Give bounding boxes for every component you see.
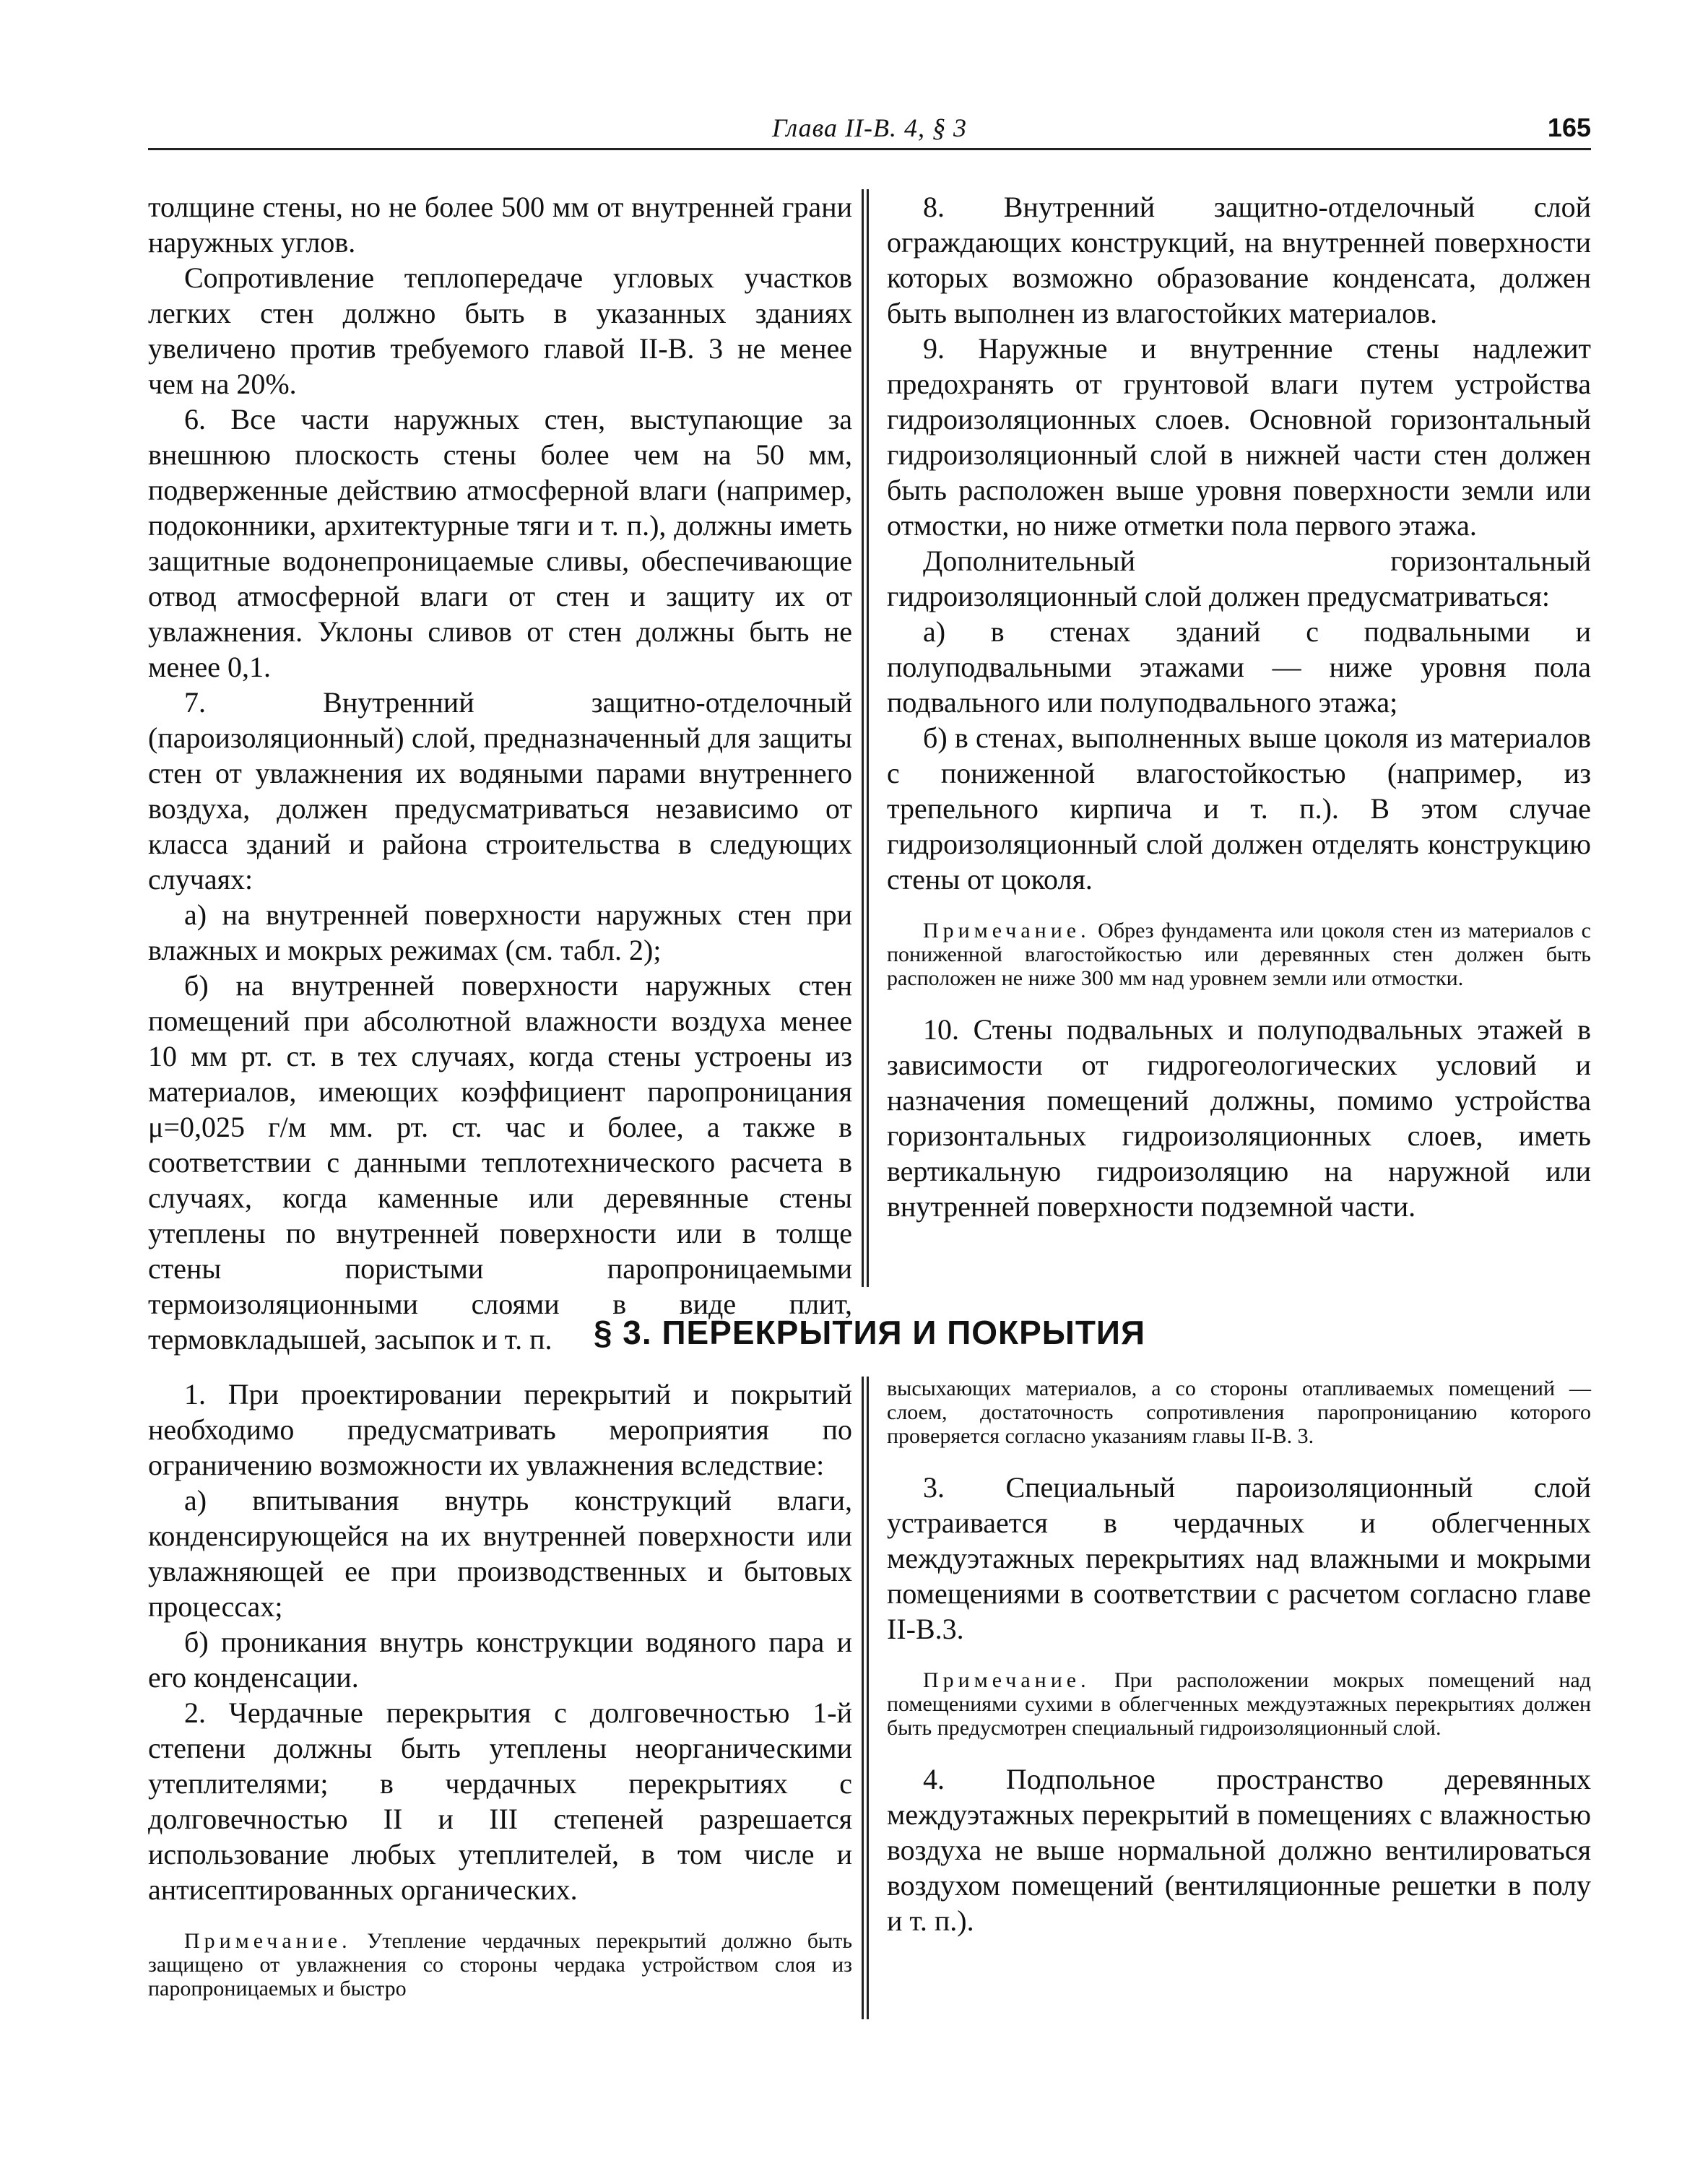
lower-left-note bbox=[148, 1929, 852, 2001]
note-label: Примечание. bbox=[923, 1668, 1091, 1692]
upper-right-paragraphs-after bbox=[887, 1012, 1591, 1224]
paragraph: 10. Стены подвальных и полуподвальных этажей в зависимости от гидрогеологических условий и назначения помещений должны, помимо устройства горизонтальных гидроизоляционных слоев, иметь вертикальную гидроизоляцию на наружной или внутренней поверхности подземной части. bbox=[887, 1013, 1591, 1223]
paragraph: а) на внутренней поверхности наружных стен при влажных и мокрых режимах (см. табл. 2); bbox=[148, 898, 852, 966]
page-number: 165 bbox=[1547, 113, 1591, 142]
column-divider bbox=[867, 189, 869, 1287]
note-label: Примечание. bbox=[184, 1929, 352, 1953]
lower-right-note bbox=[887, 1668, 1591, 1740]
chapter-reference: Глава II-В. 4, § 3 bbox=[771, 113, 968, 142]
paragraph: 3. Специальный пароизоляционный слой устраивается в чердачных и облегченных междуэтажных перекрытиях над влажными и мокрыми помещениями в соответствии с расчетом согласно главе II-В.3. bbox=[887, 1471, 1591, 1645]
paragraph: б) в стенах, выполненных выше цоколя из материалов с пониженной влагостойкостью (например, из трепельного кирпича и т. п.). В этом случае гидроизоляционный слой должен отделять конструкцию стены от цоколя. bbox=[887, 721, 1591, 896]
paragraph: а) в стенах зданий с подвальными и полуподвальными этажами — ниже уровня пола подвального или полуподвального этажа; bbox=[887, 615, 1591, 719]
paragraph: 2. Чердачные перекрытия с долговечностью 1-й степени должны быть утеплены неорганическими утеплителями; в чердачных перекрытиях с долговечностью II и III степеней разрешается использование любых утеплителей, в том числе и антисептированных органических. bbox=[148, 1696, 852, 1906]
paragraph: 1. При проектировании перекрытий и покрытий необходимо предусматривать мероприятия по ограничению возможности их увлажнения вследствие: bbox=[148, 1378, 852, 1481]
upper-right-paragraphs bbox=[887, 189, 1591, 897]
column-divider bbox=[862, 1377, 864, 2019]
header-rule bbox=[148, 148, 1591, 150]
upper-left-column bbox=[148, 189, 852, 1357]
column-divider bbox=[867, 1377, 869, 2019]
lower-right-column bbox=[887, 1377, 1591, 1938]
paragraph: 8. Внутренний защитно-отделочный слой ограждающих конструкций, на внутренней поверхности которых возможно образование конденсата, должен быть выполнен из влагостойких материалов. bbox=[887, 191, 1591, 329]
upper-right-column bbox=[887, 189, 1591, 1224]
lower-left-paragraphs bbox=[148, 1377, 852, 1907]
note-text: При расположении мокрых помещений над помещениями сухими в облегченных междуэтажных перекрытиях должен быть предусмотрен специальный гидроизоляционный слой. bbox=[887, 1668, 1591, 1740]
paragraph: б) проникания внутрь конструкции водяного пара и его конденсации. bbox=[148, 1626, 852, 1694]
paragraph: толщине стены, но не более 500 мм от внутренней грани наружных углов. bbox=[148, 191, 852, 259]
upper-right-note bbox=[887, 919, 1591, 990]
upper-left-paragraphs bbox=[148, 189, 852, 1357]
note-label: Примечание. bbox=[923, 919, 1091, 942]
lower-left-column bbox=[148, 1377, 852, 2022]
paragraph: 4. Подпольное пространство деревянных междуэтажных перекрытий в помещениях с влажностью воздуха не выше нормальной должно вентилироваться воздухом помещений (вентиляционные решетки в полу и т. п.). bbox=[887, 1763, 1591, 1937]
paragraph: а) впитывания внутрь конструкций влаги, конденсирующейся на их внутренней поверхности или увлажняющей ее при производственных и бытовых процессах; bbox=[148, 1484, 852, 1623]
paragraph: 9. Наружные и внутренние стены надлежит предохранять от грунтовой влаги путем устройства гидроизоляционных слоев. Основной горизонтальный гидроизоляционный слой в нижней части стен должен быть расположен выше уровня поверхности земли или отмостки, но ниже отметки пола первого этажа. bbox=[887, 332, 1591, 542]
section-title: § 3. ПЕРЕКРЫТИЯ И ПОКРЫТИЯ bbox=[593, 1314, 1146, 1351]
paragraph: 6. Все части наружных стен, выступающие за внешнюю плоскость стены более чем на 50 мм, подверженные действию атмосферной влаги (например, подоконники, архитектурные тяги и т. п.), должны иметь защитные водонепроницаемые сливы, обеспечивающие отвод атмосферной влаги от стен и защиту их от увлажнения. Уклоны сливов от стен должны быть не менее 0,1. bbox=[148, 403, 852, 683]
note-text: Утепление чердачных перекрытий должно быть защищено от увлажнения со стороны чердака устройством слоя из паропроницаемых и быстро bbox=[148, 1929, 852, 2001]
paragraph: Дополнительный горизонтальный гидроизоляционный слой должен предусматриваться: bbox=[887, 545, 1591, 612]
paragraph: Сопротивление теплопередаче угловых участков легких стен должно быть в указанных зданиях увеличено против требуемого главой II-В. 3 не менее чем на 20%. bbox=[148, 261, 852, 400]
lower-right-note-continuation: высыхающих материалов, а со стороны отапливаемых помещений — слоем, достаточность сопротивления паропроницанию которого проверяется согласно указаниям главы II-В. 3. bbox=[887, 1377, 1591, 1448]
lower-right-paragraphs-after bbox=[887, 1761, 1591, 1938]
lower-right-paragraphs bbox=[887, 1470, 1591, 1647]
paragraph: б) на внутренней поверхности наружных стен помещений при абсолютной влажности воздуха менее 10 мм рт. ст. в тех случаях, когда стены устроены из материалов, имеющих коэффициент паропроницания μ=0,025 г/м мм. рт. ст. час и более, а также в соответствии с данными теплотехнического расчета в случаях, когда каменные или деревянные стены утеплены по внутренней поверхности или в толще стены пористыми паропроницаемыми термоизоляционными слоями в виде плит, термовкладышей, засыпок и т. п. bbox=[148, 969, 852, 1356]
paragraph: 7. Внутренний защитно-отделочный (пароизоляционный) слой, предназначенный для защиты стен от увлажнения их водяными парами внутреннего воздуха, должен предусматриваться независимо от класса зданий и района строительства в следующих случаях: bbox=[148, 686, 852, 896]
column-divider bbox=[862, 189, 864, 1287]
note-text: Обрез фундамента или цоколя стен из материалов с пониженной влагостойкостью или деревянных стен должен быть расположен не ниже 300 мм над уровнем земли или отмостки. bbox=[887, 919, 1591, 990]
running-header bbox=[148, 108, 1591, 144]
